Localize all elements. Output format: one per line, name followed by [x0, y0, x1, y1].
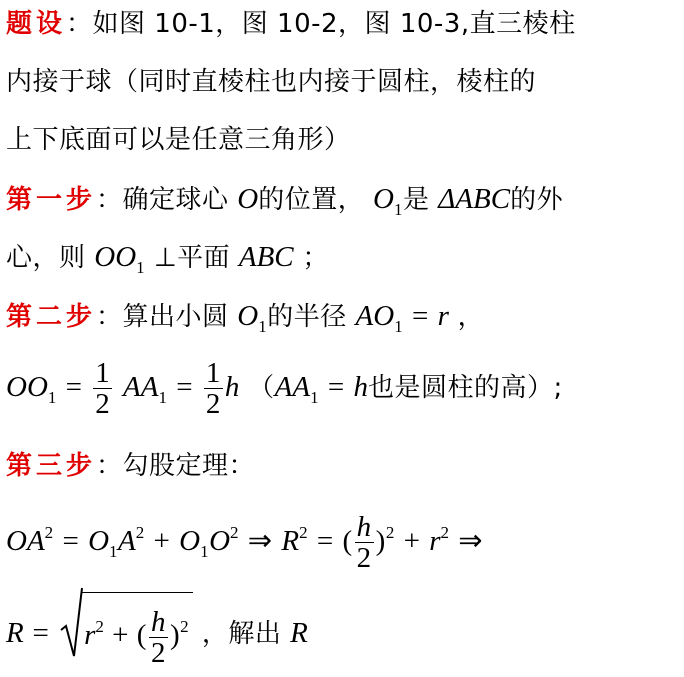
- var-h: h: [353, 371, 368, 403]
- subscript-1: 1: [109, 542, 119, 561]
- fraction-denominator: 2: [205, 388, 221, 420]
- var-A: A: [118, 525, 136, 557]
- plus-sign: +: [112, 619, 130, 651]
- subscript-1: 1: [47, 388, 57, 407]
- superscript-2: 2: [440, 523, 450, 542]
- var-ABC: ABC: [238, 241, 294, 273]
- var-OO1: OO: [94, 241, 137, 273]
- step2-text-c: ，: [457, 302, 485, 332]
- var-R: R: [290, 617, 308, 649]
- subscript-1: 1: [258, 317, 268, 336]
- step3-text: ：勾股定理：: [96, 451, 256, 481]
- equals-sign: =: [316, 525, 334, 557]
- superscript-2: 2: [299, 523, 309, 542]
- setup-text-3: 上下底面可以是任意三角形）: [6, 125, 351, 155]
- line-step-2-formula: [6, 352, 563, 426]
- line7-text: 也是圆柱的高）;: [367, 373, 563, 403]
- step2-text-b: 的半径: [267, 302, 347, 332]
- implies-arrow: ⇒: [458, 525, 484, 557]
- line5-text-a: 心，则: [6, 243, 86, 273]
- equals-sign: =: [65, 371, 83, 403]
- superscript-2: 2: [180, 617, 190, 636]
- step1-text-d: 的外: [510, 185, 564, 215]
- var-R: R: [281, 525, 300, 557]
- fraction-h-over-2: [355, 512, 374, 573]
- var-O1: O: [88, 525, 110, 557]
- right-paren: ): [169, 619, 181, 651]
- var-O1: O: [179, 525, 201, 557]
- superscript-2: 2: [135, 523, 145, 542]
- step2-text-a: ：算出小圆: [96, 302, 229, 332]
- equals-sign: =: [411, 300, 429, 332]
- square-root: [60, 592, 193, 677]
- line-setup-continued-2: [6, 120, 351, 160]
- var-O: O: [237, 183, 259, 215]
- plus-sign: +: [403, 525, 421, 557]
- paren-open: （: [248, 373, 275, 403]
- fraction-denominator: 2: [356, 542, 372, 574]
- fraction-one-half: [93, 358, 112, 419]
- line-problem-setup: [6, 4, 576, 44]
- subscript-1: 1: [158, 388, 168, 407]
- line-step-2: [6, 296, 484, 340]
- subscript-1: 1: [136, 258, 146, 277]
- fraction-numerator: 1: [205, 357, 221, 389]
- fraction-one-half: [204, 358, 223, 419]
- var-O1: O: [373, 183, 394, 215]
- var-OO1: OO: [6, 371, 48, 403]
- line-pythagorean-formula: [6, 506, 483, 580]
- implies-arrow: ⇒: [247, 525, 273, 557]
- line-solve-R: [6, 592, 308, 677]
- var-OA: OA: [6, 525, 45, 557]
- fraction-denominator: 2: [95, 388, 111, 420]
- fraction-h-over-2: [149, 607, 168, 668]
- radical-sign-icon: [60, 586, 84, 662]
- setup-text-2: 内接于球（同时直棱柱也内接于圆柱，棱柱的: [6, 67, 537, 97]
- var-AO1: AO: [355, 300, 395, 332]
- var-r: r: [437, 300, 449, 332]
- triangle-ABC: ΔABC: [438, 183, 511, 215]
- equals-sign: =: [62, 525, 80, 557]
- solve-text: ，解出: [201, 619, 282, 649]
- subscript-1: 1: [394, 317, 404, 336]
- plus-sign: +: [153, 525, 171, 557]
- fraction-numerator: h: [150, 605, 166, 638]
- setup-text: ：如图 10-1，图 10-2，图 10-3,直三棱柱: [66, 9, 576, 39]
- var-R: R: [6, 617, 24, 649]
- var-r: r: [84, 619, 96, 651]
- var-h: h: [224, 371, 240, 403]
- fraction-numerator: h: [356, 511, 372, 543]
- var-AA1: AA: [123, 371, 159, 403]
- label-problem-setup: 题设: [6, 9, 67, 39]
- label-step-3: 第三步: [6, 451, 97, 481]
- fraction-denominator: 2: [150, 636, 166, 669]
- perp-plane-text: ⊥平面: [153, 243, 231, 273]
- step1-text-a: ：确定球心: [96, 185, 229, 215]
- superscript-2: 2: [95, 617, 105, 636]
- var-O1: O: [237, 300, 259, 332]
- right-paren: ): [375, 525, 386, 557]
- line-step-3: [6, 446, 255, 486]
- label-step-2: 第二步: [6, 302, 97, 332]
- superscript-2: 2: [385, 523, 395, 542]
- var-r: r: [429, 525, 441, 557]
- equals-sign: =: [176, 371, 194, 403]
- superscript-2: 2: [44, 523, 54, 542]
- equals-sign: =: [327, 371, 345, 403]
- superscript-2: 2: [230, 523, 240, 542]
- line-setup-continued: [6, 62, 536, 102]
- step1-text-b: 的位置，: [258, 185, 365, 215]
- var-O: O: [209, 525, 231, 557]
- step1-text-c: 是: [402, 185, 430, 215]
- left-paren: (: [136, 619, 147, 651]
- var-AA1: AA: [274, 371, 311, 403]
- subscript-1: 1: [310, 388, 320, 407]
- label-step-1: 第一步: [6, 185, 97, 215]
- fraction-numerator: 1: [95, 357, 111, 389]
- equals-sign: =: [32, 617, 50, 649]
- subscript-1: 1: [393, 200, 403, 219]
- line5-text-b: ；: [302, 243, 329, 273]
- line-step-1: [6, 179, 563, 223]
- subscript-1: 1: [200, 542, 210, 561]
- left-paren: (: [342, 525, 353, 557]
- radicand: [82, 592, 193, 677]
- line-step-1-continued: [6, 237, 329, 281]
